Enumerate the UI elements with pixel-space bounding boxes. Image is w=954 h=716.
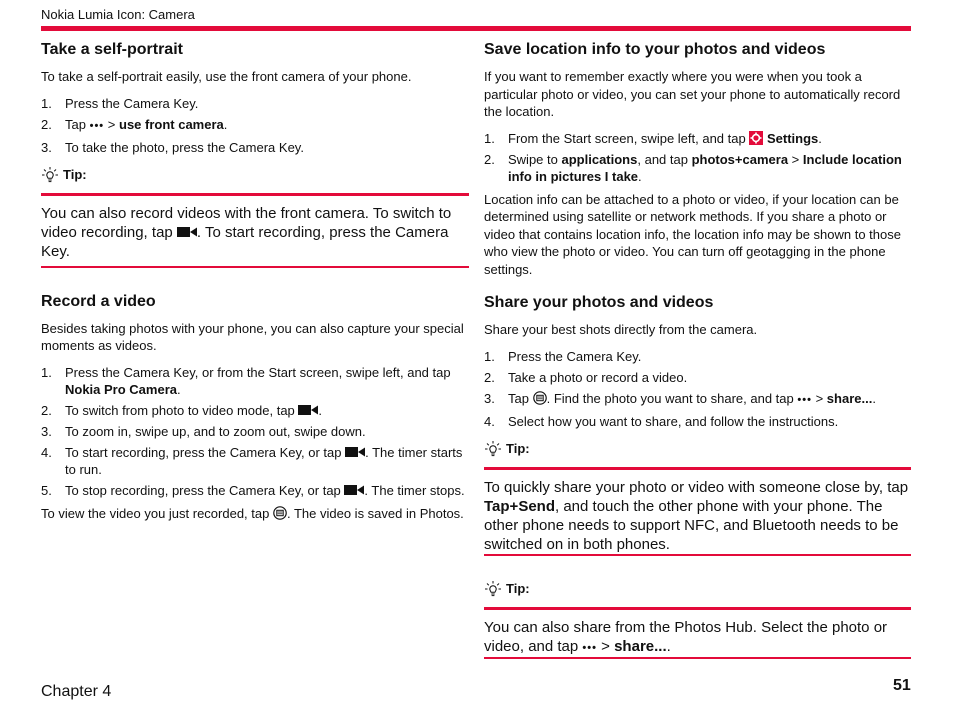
- step-text: To stop recording, press the Camera Key, or tap: [65, 482, 341, 498]
- location-steps: [484, 130, 911, 185]
- tip-text-end: .: [666, 637, 671, 655]
- page-number: 51: [893, 677, 911, 694]
- header-rule: [41, 26, 911, 31]
- camera-roll-icon: [533, 391, 547, 405]
- menu-command: applications: [561, 151, 638, 167]
- separator: >: [601, 637, 610, 655]
- step-number: 2.: [484, 369, 495, 385]
- step-number: 4.: [41, 444, 52, 460]
- step-text: To switch from photo to video mode, tap: [65, 402, 295, 418]
- left-column: [41, 40, 469, 531]
- step-number: 1.: [41, 95, 52, 111]
- selfie-intro: To take a self-portrait easily, use the front camera of your phone.: [41, 69, 412, 84]
- step-text: To start recording, press the Camera Key, or tap: [65, 444, 342, 460]
- step-number: 5.: [41, 482, 52, 498]
- video-camera-icon: [177, 226, 197, 238]
- list-item: [484, 348, 911, 365]
- step-text-end: .: [177, 381, 181, 397]
- list-item: [484, 390, 911, 409]
- step-text-end: .: [818, 130, 822, 146]
- location-body: Location info can be attached to a photo or video, if your location can be determined using satellite or network methods. If you share a photo or video that contains location info, the location info may be shown to those who view the photo or video. You can turn off geotagging in the phone settings.: [484, 191, 901, 277]
- share-heading: Share your photos and videos: [484, 294, 714, 311]
- step-text: To take the photo, press the Camera Key.: [65, 139, 304, 155]
- tip-box: [484, 607, 911, 659]
- app-name: Nokia Pro Camera: [65, 381, 177, 397]
- tip-text-end: , and touch the other phone with your phone. The other phone needs to support NFC, and Bluetooth needs to be switched on in both phones.: [484, 497, 899, 553]
- more-dots-icon: •••: [89, 119, 105, 132]
- tip-box: [484, 467, 911, 556]
- list-item: [41, 364, 469, 398]
- tip-label: Tip:: [506, 441, 530, 456]
- step-number: 3.: [484, 390, 495, 406]
- list-item: [41, 116, 469, 135]
- menu-command: Include location info in pictures I take: [508, 151, 902, 184]
- camera-roll-icon: [273, 506, 287, 520]
- lightbulb-icon: [41, 166, 59, 184]
- list-item: [41, 482, 469, 499]
- record-steps: [41, 364, 469, 499]
- step-text: From the Start screen, swipe left, and tap: [508, 130, 746, 146]
- location-intro: If you want to remember exactly where you were when you took a particular photo or video, you can set your phone to automatically record the location.: [484, 69, 901, 119]
- step-text-mid: , and tap: [637, 151, 688, 167]
- step-number: 3.: [41, 423, 52, 439]
- more-dots-icon: •••: [797, 393, 812, 406]
- step-text-end: .: [223, 116, 228, 132]
- step-number: 1.: [484, 348, 495, 364]
- step-text: To zoom in, swipe up, and to zoom out, swipe down.: [65, 423, 366, 439]
- list-item: [484, 151, 911, 185]
- share-intro: Share your best shots directly from the camera.: [484, 322, 758, 337]
- list-item: [41, 95, 469, 112]
- step-text: Press the Camera Key.: [508, 348, 642, 364]
- step-text: Tap: [65, 116, 86, 132]
- running-title: Nokia Lumia Icon: Camera: [41, 7, 195, 22]
- separator: >: [107, 116, 116, 132]
- step-number: 1.: [484, 130, 495, 146]
- menu-command: share...: [826, 390, 873, 406]
- tip-text-start: You can also record videos with the front camera. To switch to video recording, tap: [41, 204, 452, 241]
- video-camera-icon: [298, 404, 318, 416]
- step-text: Press the Camera Key.: [65, 95, 199, 111]
- lightbulb-icon: [484, 580, 502, 598]
- tip-heading: [484, 580, 911, 598]
- tip-heading: [484, 440, 911, 458]
- tip-label: Tip:: [506, 581, 530, 596]
- right-column: [484, 40, 911, 683]
- tip-text-start: You can also share from the Photos Hub. Select the photo or video, and tap: [484, 618, 888, 655]
- share-steps: [484, 348, 911, 430]
- list-item: [484, 413, 911, 430]
- list-item: [41, 139, 469, 156]
- step-number: 1.: [41, 364, 52, 380]
- step-text-end: . The timer starts to run.: [65, 444, 463, 477]
- step-text-end: . The timer stops.: [364, 482, 465, 498]
- step-text: Tap: [508, 390, 529, 406]
- step-text: Take a photo or record a video.: [508, 369, 688, 385]
- selfie-steps: [41, 95, 469, 156]
- list-item: [41, 423, 469, 440]
- separator: >: [791, 151, 800, 167]
- step-number: 2.: [41, 116, 52, 132]
- video-camera-icon: [345, 446, 365, 458]
- step-number: 2.: [41, 402, 52, 418]
- step-text: Select how you want to share, and follow the instructions.: [508, 413, 839, 429]
- outro-text-end: . The video is saved in Photos.: [286, 505, 464, 521]
- step-text-end: .: [638, 168, 642, 184]
- list-item: [484, 369, 911, 386]
- step-number: 4.: [484, 413, 495, 429]
- settings-gear-icon: [749, 131, 763, 145]
- step-text-end: .: [318, 402, 323, 418]
- record-heading: Record a video: [41, 292, 156, 310]
- separator: >: [815, 390, 824, 406]
- step-number: 2.: [484, 151, 495, 167]
- chapter-label: Chapter 4: [41, 683, 112, 700]
- outro-text-start: To view the video you just recorded, tap: [41, 505, 270, 521]
- tip-label: Tip:: [63, 167, 87, 182]
- menu-command: photos+camera: [691, 151, 789, 167]
- selfie-heading: Take a self-portrait: [41, 41, 183, 58]
- tip-box: [41, 193, 469, 268]
- record-outro: [41, 505, 469, 523]
- menu-command: use front camera: [119, 116, 224, 132]
- tip-text-start: To quickly share your photo or video with someone close by, tap: [484, 478, 909, 496]
- more-dots-icon: •••: [582, 641, 597, 654]
- menu-command: Tap+Send: [484, 497, 555, 515]
- step-text: Swipe to: [508, 151, 558, 167]
- tip-heading: [41, 166, 469, 184]
- list-item: [41, 444, 469, 478]
- list-item: [484, 130, 911, 147]
- record-intro: Besides taking photos with your phone, you can also capture your special moments as videos.: [41, 320, 464, 353]
- settings-label: Settings: [766, 130, 819, 146]
- step-number: 3.: [41, 139, 52, 155]
- list-item: [41, 402, 469, 419]
- lightbulb-icon: [484, 440, 502, 458]
- step-text-mid: . Find the photo you want to share, and tap: [546, 390, 794, 406]
- tip-text: [41, 204, 469, 261]
- video-camera-icon: [344, 484, 364, 496]
- step-text: Press the Camera Key, or from the Start screen, swipe left, and tap: [65, 364, 451, 380]
- tip-text: [484, 478, 911, 554]
- location-heading: Save location info to your photos and videos: [484, 41, 826, 58]
- step-text-end: .: [872, 390, 876, 406]
- menu-command: share...: [614, 637, 667, 655]
- tip-text-end: . To start recording, press the Camera Key.: [41, 223, 449, 260]
- tip-text: [484, 618, 911, 658]
